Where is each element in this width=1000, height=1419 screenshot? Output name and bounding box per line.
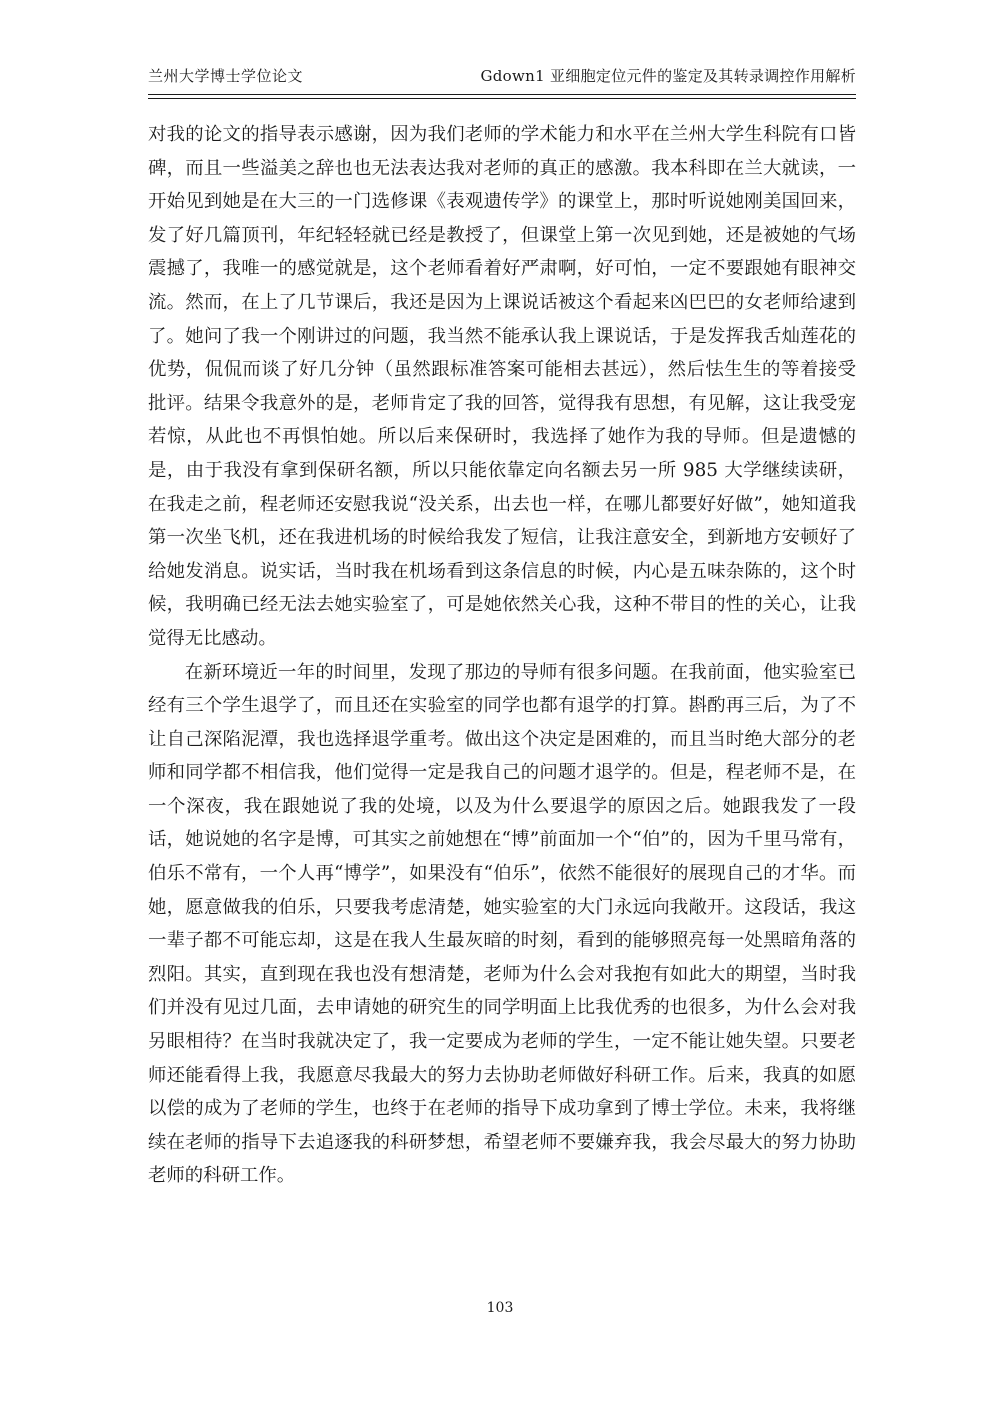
page-number: 103	[486, 1300, 514, 1316]
header-chapter-title: Gdown1 亚细胞定位元件的鉴定及其转录调控作用解析	[480, 67, 856, 85]
body-text	[148, 118, 856, 1193]
paragraph-continued: 对我的论文的指导表示感谢，因为我们老师的学术能力和水平在兰州大学生科院有口皆碑，而且一些溢美之辞也也无法表达我对老师的真正的感激。我本科即在兰大就读，一开始见到她是在大三的一门选修课《表观遗传学》的课堂上，那时听说她刚美国回来，发了好几篇顶刊，年纪轻轻就已经是教授了，但课堂上第一次见到她，还是被她的气场震撼了，我唯一的感觉就是，这个老师看着好严肃啊，好可怕，一定不要跟她有眼神交流。然而，在上了几节课后，我还是因为上课说话被这个看起来凶巴巴的女老师给逮到了。她问了我一个刚讲过的问题，我当然不能承认我上课说话，于是发挥我舌灿莲花的优势，侃侃而谈了好几分钟（虽然跟标准答案可能相去甚远），然后怯生生的等着接受批评。结果令我意外的是，老师肯定了我的回答，觉得我有思想，有见解，这让我受宠若惊，从此也不再惧怕她。所以后来保研时，我选择了她作为我的导师。但是遗憾的是，由于我没有拿到保研名额，所以只能依靠定向名额去另一所 985 大学继续读研，在我走之前，程老师还安慰我说“没关系，出去也一样，在哪儿都要好好做”，她知道我第一次坐飞机，还在我进机场的时候给我发了短信，让我注意安全，到新地方安顿好了给她发消息。说实话，当时我在机场看到这条信息的时候，内心是五味杂陈的，这个时候，我明确已经无法去她实验室了，可是她依然关心我，这种不带目的性的关心，让我觉得无比感动。	[148, 124, 856, 649]
header-thesis-title: 兰州大学博士学位论文	[148, 67, 304, 85]
header-rule	[148, 94, 856, 95]
header-rule-thin	[148, 98, 856, 99]
running-header	[148, 66, 856, 92]
paragraph-new-environment: 在新环境近一年的时间里，发现了那边的导师有很多问题。在我前面，他实验室已经有三个学生退学了，而且还在实验室的同学也都有退学的打算。斟酌再三后，为了不让自己深陷泥潭，我也选择退学重考。做出这个决定是困难的，而且当时绝大部分的老师和同学都不相信我，他们觉得一定是我自己的问题才退学的。但是，程老师不是，在一个深夜，我在跟她说了我的处境，以及为什么要退学的原因之后。她跟我发了一段话，她说她的名字是博，可其实之前她想在“博”前面加一个“伯”的，因为千里马常有，伯乐不常有，一个人再“博学”，如果没有“伯乐”，依然不能很好的展现自己的才华。而她，愿意做我的伯乐，只要我考虑清楚，她实验室的大门永远向我敞开。这段话，我这一辈子都不可能忘却，这是在我人生最灰暗的时刻，看到的能够照亮每一处黑暗角落的烈阳。其实，直到现在我也没有想清楚，老师为什么会对我抱有如此大的期望，当时我们并没有见过几面，去申请她的研究生的同学明面上比我优秀的也很多，为什么会对我另眼相待？在当时我就决定了，我一定要成为老师的学生，一定不能让她失望。只要老师还能看得上我，我愿意尽我最大的努力去协助老师做好科研工作。后来，我真的如愿以偿的成为了老师的学生，也终于在老师的指导下成功拿到了博士学位。未来，我将继续在老师的指导下去追逐我的科研梦想，希望老师不要嫌弃我，我会尽最大的努力协助老师的科研工作。	[148, 661, 856, 1187]
